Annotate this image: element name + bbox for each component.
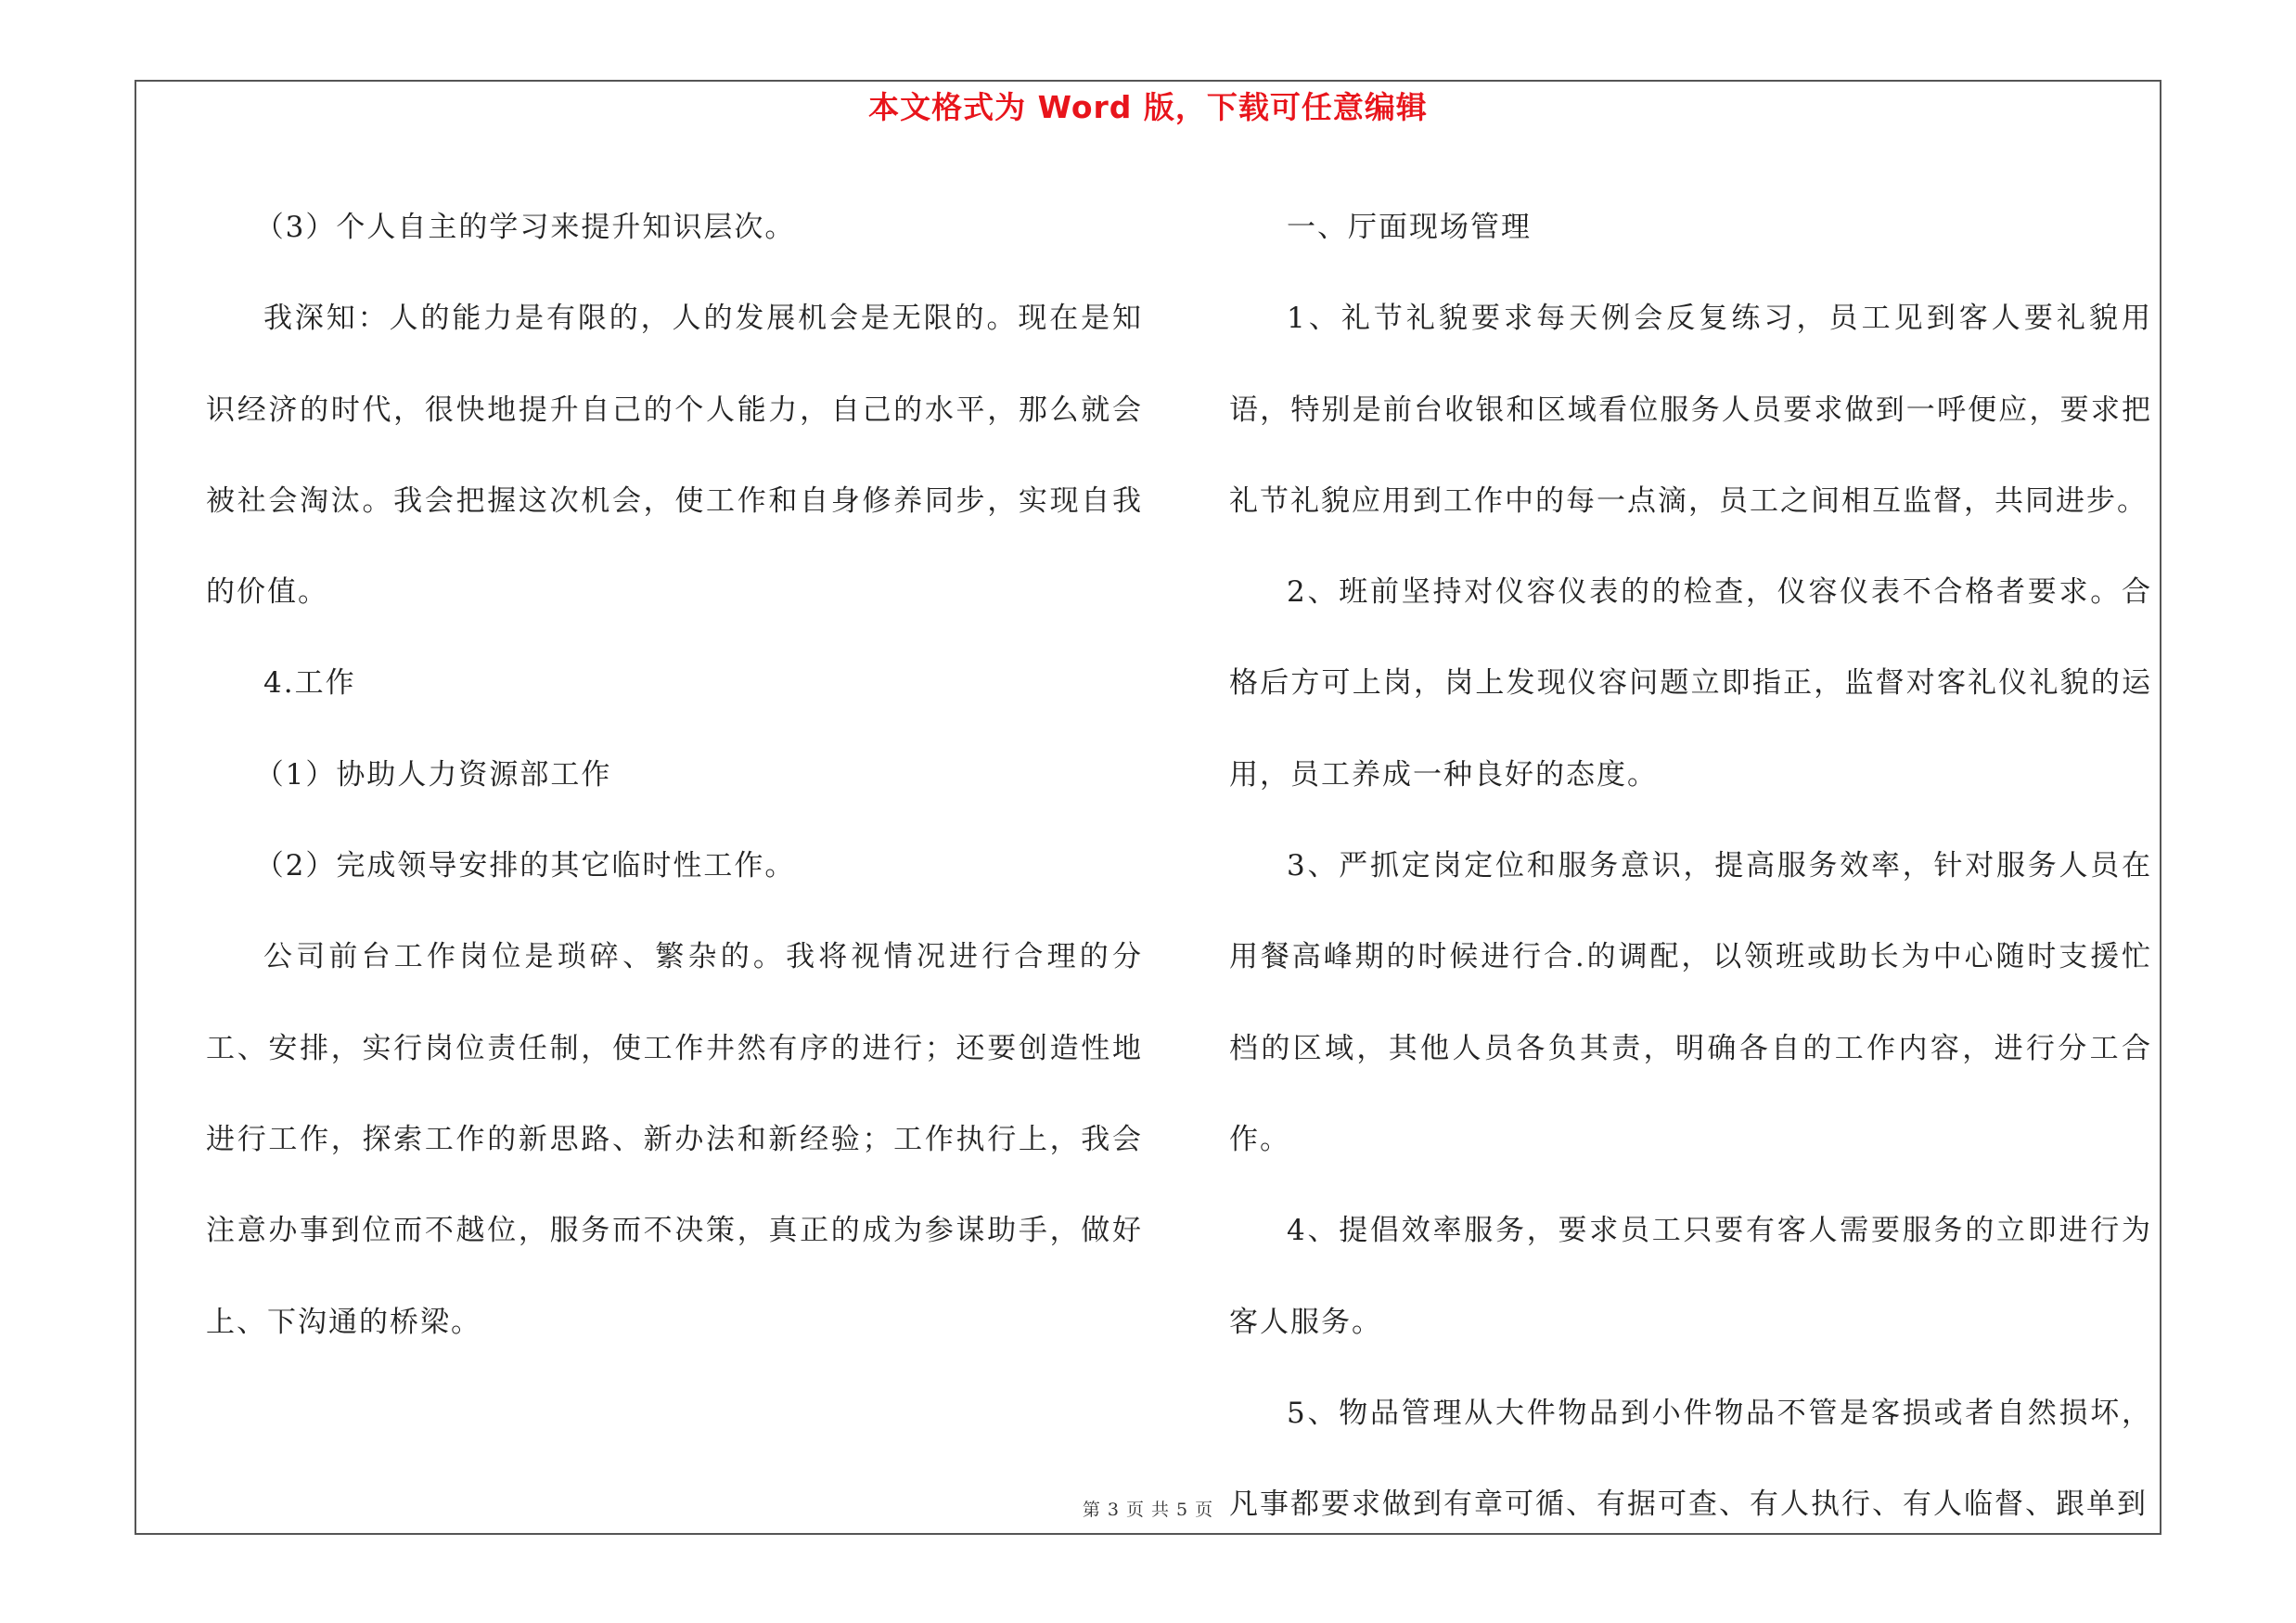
right-paragraph-5: 5、物品管理从大件物品到小件物品不管是客损或者自然损坏，凡事都要求做到有章可循、有据可查、有人执行、有人临督、跟单到: [1229, 1396, 2152, 1522]
left-paragraph-5: （2）完成领导安排的其它临时性工作。: [254, 849, 796, 883]
right-paragraph-1: 1、礼节礼貌要求每天例会反复练习，员工见到客人要礼貌用语，特别是前台收银和区域看位服务人员要求做到一呼便应，要求把礼节礼貌应用到工作中的每一点滴，员工之间相互监督，共同进步。: [1229, 302, 2152, 518]
right-paragraph-4: 4、提倡效率服务，要求员工只要有客人需要服务的立即进行为客人服务。: [1229, 1214, 2152, 1339]
right-paragraph-2: 2、班前坚持对仪容仪表的的检查，仪容仪表不合格者要求。合格后方可上岗，岗上发现仪容问题立即指正，监督对客礼仪礼貌的运用，员工养成一种良好的态度。: [1229, 575, 2152, 792]
left-paragraph-3: 4.工作: [263, 666, 356, 701]
right-column: [1229, 182, 2152, 1550]
left-paragraph-2: 我深知：人的能力是有限的，人的发展机会是无限的。现在是知识经济的时代，很快地提升自己的个人能力，自己的水平，那么就会被社会淘汰。我会把握这次机会，使工作和自身修养同步，实现自我的价值。: [206, 302, 1143, 610]
right-paragraph-3: 3、严抓定岗定位和服务意识，提高服务效率，针对服务人员在用餐高峰期的时候进行合.的调配，以领班或助长为中心随时支援忙档的区域，其他人员各负其责，明确各自的工作内容，进行分工合作。: [1229, 849, 2152, 1156]
right-section-heading: 一、厅面现场管理: [1287, 211, 1532, 244]
left-paragraph-6: 公司前台工作岗位是琐碎、繁杂的。我将视情况进行合理的分工、安排，实行岗位责任制，使工作井然有序的进行；还要创造性地进行工作，探索工作的新思路、新办法和新经验；工作执行上，我会注意办事到位而不越位，服务而不决策，真正的成为参谋助手，做好上、下沟通的桥梁。: [206, 940, 1143, 1339]
left-column: [206, 182, 1143, 1368]
left-paragraph-1: （3）个人自主的学习来提升知识层次。: [254, 211, 796, 244]
left-paragraph-4: （1）协助人力资源部工作: [254, 757, 612, 792]
word-format-banner: 本文格式为 Word 版，下载可任意编辑: [868, 89, 1428, 125]
page-number-footer: 第 3 页 共 5 页: [1082, 1500, 1214, 1520]
